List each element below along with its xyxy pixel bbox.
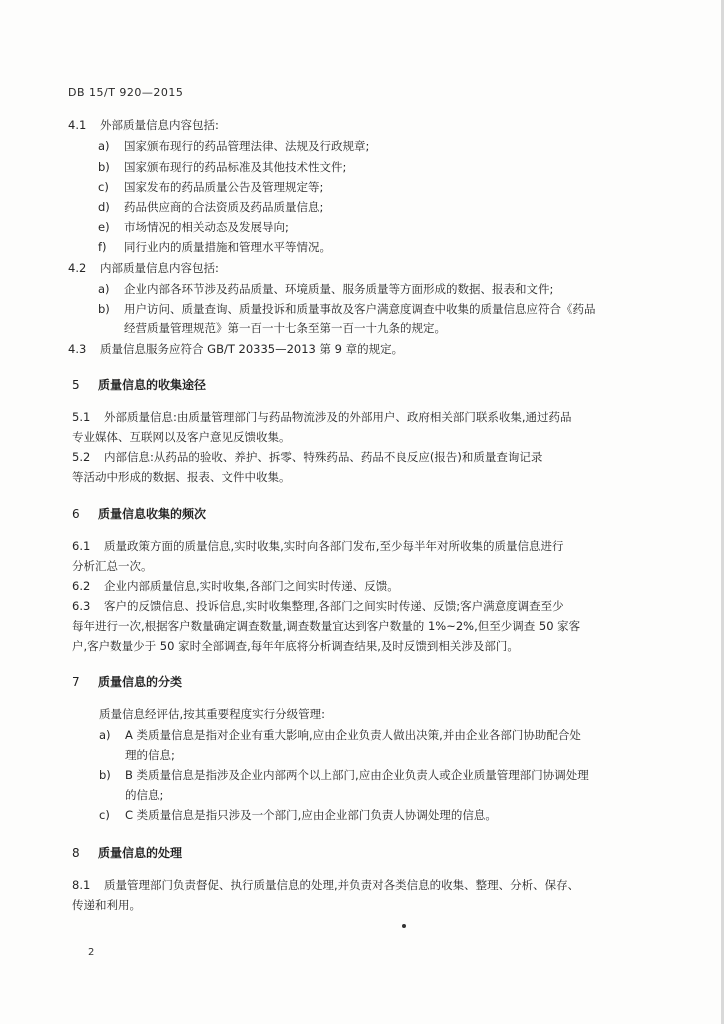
clause-number: 4.1 bbox=[68, 118, 87, 132]
clause-4-3 bbox=[68, 342, 403, 357]
list-item-continuation: 理的信息; bbox=[125, 748, 175, 762]
clause-6-1 bbox=[72, 539, 563, 554]
list-text: 市场情况的相关动态及发展导向; bbox=[124, 220, 289, 234]
list-item bbox=[99, 768, 589, 783]
clause-6-2 bbox=[72, 579, 399, 594]
clause-text: 质量管理部门负责督促、执行质量信息的处理,并负责对各类信息的收集、整理、分析、保存、 bbox=[104, 878, 580, 892]
clause-4-2-title bbox=[68, 261, 219, 276]
list-text: 用户访问、质量查询、质量投诉和质量事故及客户满意度调查中收集的质量信息应符合《药品 bbox=[124, 302, 596, 316]
clause-number: 6.3 bbox=[72, 599, 91, 613]
list-text: B 类质量信息是指涉及企业内部两个以上部门,应由企业负责人或企业质量管理部门协调处理 bbox=[125, 768, 589, 782]
list-item bbox=[98, 302, 596, 317]
clause-6-1-cont: 分析汇总一次。 bbox=[72, 559, 153, 573]
list-text: 同行业内的质量措施和管理水平等情况。 bbox=[124, 240, 331, 254]
list-label: b) bbox=[98, 302, 110, 316]
list-text: 国家颁布现行的药品标准及其他技术性文件; bbox=[124, 160, 347, 174]
list-label: c) bbox=[99, 808, 110, 822]
clause-number: 4.3 bbox=[68, 342, 87, 356]
clause-6-3 bbox=[72, 599, 564, 614]
section-title: 质量信息的收集途径 bbox=[98, 378, 207, 392]
list-item bbox=[98, 160, 346, 175]
section-6-heading bbox=[72, 505, 206, 522]
section-7-intro: 质量信息经评估,按其重要程度实行分级管理: bbox=[99, 707, 326, 721]
clause-text: 质量信息服务应符合 GB/T 20335—2013 第 9 章的规定。 bbox=[100, 342, 404, 356]
clause-text: 外部质量信息:由质量管理部门与药品物流涉及的外部用户、政府相关部门联系收集,通过药品 bbox=[104, 410, 572, 424]
clause-5-1 bbox=[72, 410, 572, 425]
clause-4-1-title bbox=[68, 118, 219, 133]
section-5-heading bbox=[72, 376, 206, 393]
list-label: d) bbox=[98, 200, 110, 214]
scan-speck bbox=[402, 924, 406, 928]
clause-number: 6.1 bbox=[72, 539, 91, 553]
clause-text: 质量政策方面的质量信息,实时收集,实时向各部门发布,至少每半年对所收集的质量信息进行 bbox=[104, 539, 564, 553]
list-label: e) bbox=[98, 220, 110, 234]
list-text: 国家颁布现行的药品管理法律、法规及行政规章; bbox=[124, 139, 370, 153]
list-item bbox=[98, 200, 323, 215]
list-item bbox=[99, 728, 581, 743]
section-number: 7 bbox=[72, 675, 80, 689]
page-number: 2 bbox=[88, 947, 95, 958]
list-item-continuation: 经营质量管理规范》第一百一十七条至第一百一十九条的规定。 bbox=[124, 321, 446, 335]
list-text: 国家发布的药品质量公告及管理规定等; bbox=[124, 180, 324, 194]
section-number: 5 bbox=[72, 378, 80, 392]
clause-5-2 bbox=[72, 450, 542, 465]
standard-code: DB 15/T 920—2015 bbox=[68, 86, 184, 99]
list-label: a) bbox=[98, 282, 110, 296]
clause-text: 客户的反馈信息、投诉信息,实时收集整理,各部门之间实时传递、反馈;客户满意度调查至少 bbox=[104, 599, 564, 613]
clause-text: 内部信息:从药品的验收、养护、拆零、特殊药品、药品不良反应(报告)和质量查询记录 bbox=[104, 450, 543, 464]
list-item bbox=[98, 220, 289, 235]
clause-text: 外部质量信息内容包括: bbox=[100, 118, 219, 132]
list-text: A 类质量信息是指对企业有重大影响,应由企业负责人做出决策,并由企业各部门协助配合处 bbox=[125, 728, 581, 742]
section-number: 6 bbox=[72, 507, 80, 521]
list-label: a) bbox=[99, 728, 111, 742]
list-item bbox=[98, 139, 369, 154]
clause-8-1 bbox=[72, 878, 579, 893]
list-text: C 类质量信息是指只涉及一个部门,应由企业部门负责人协调处理的信息。 bbox=[125, 808, 497, 822]
section-7-heading bbox=[72, 673, 182, 690]
clause-text: 内部质量信息内容包括: bbox=[100, 261, 219, 275]
clause-number: 4.2 bbox=[68, 261, 87, 275]
list-item bbox=[98, 240, 331, 255]
list-label: a) bbox=[98, 139, 110, 153]
list-item bbox=[98, 282, 553, 297]
section-8-heading bbox=[72, 844, 182, 861]
section-title: 质量信息的分类 bbox=[98, 675, 183, 689]
list-label: b) bbox=[98, 160, 110, 174]
section-title: 质量信息收集的频次 bbox=[98, 507, 207, 521]
clause-number: 8.1 bbox=[72, 878, 91, 892]
list-item bbox=[98, 180, 323, 195]
clause-number: 5.2 bbox=[72, 450, 91, 464]
clause-text: 企业内部质量信息,实时收集,各部门之间实时传递、反馈。 bbox=[104, 579, 399, 593]
list-label: c) bbox=[98, 180, 109, 194]
clause-6-3-cont: 每年进行一次,根据客户数量确定调查数量,调查数量宜达到客户数量的 1%~2%,但至少调查 50 家客 bbox=[72, 619, 581, 633]
list-text: 药品供应商的合法资质及药品质量信息; bbox=[124, 200, 324, 214]
list-label: f) bbox=[98, 240, 107, 254]
clause-number: 6.2 bbox=[72, 579, 91, 593]
clause-6-3-cont: 户,客户数量少于 50 家时全部调查,每年年底将分析调查结果,及时反馈到相关涉及部门。 bbox=[72, 639, 519, 653]
list-label: b) bbox=[99, 768, 111, 782]
list-text: 企业内部各环节涉及药品质量、环境质量、服务质量等方面形成的数据、报表和文件; bbox=[124, 282, 554, 296]
section-number: 8 bbox=[72, 846, 80, 860]
clause-8-1-cont: 传递和利用。 bbox=[72, 898, 141, 912]
clause-number: 5.1 bbox=[72, 410, 91, 424]
section-title: 质量信息的处理 bbox=[98, 846, 183, 860]
list-item bbox=[99, 808, 497, 823]
clause-5-2-cont: 等活动中形成的数据、报表、文件中收集。 bbox=[72, 470, 291, 484]
clause-5-1-cont: 专业媒体、互联网以及客户意见反馈收集。 bbox=[72, 430, 291, 444]
list-item-continuation: 的信息; bbox=[125, 788, 164, 802]
